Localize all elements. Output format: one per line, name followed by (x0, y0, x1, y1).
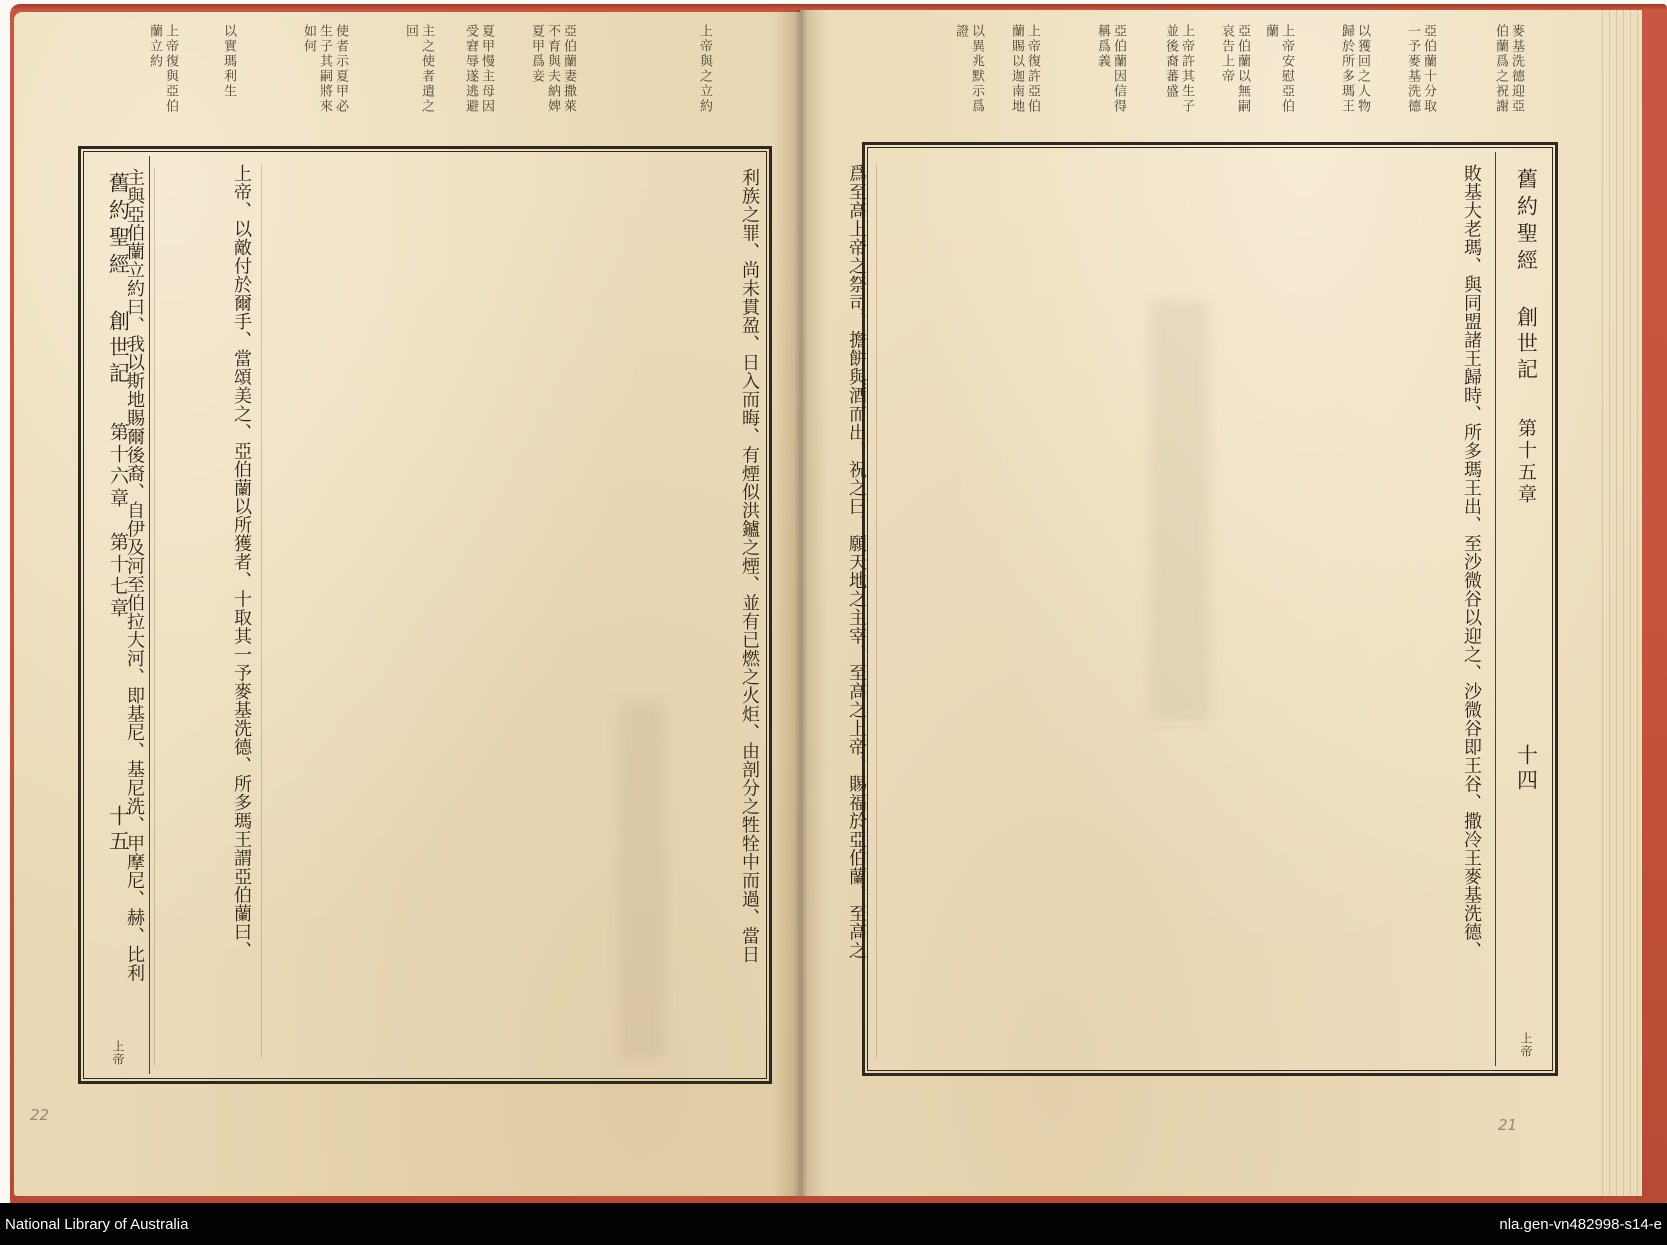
margin-note: 亞伯蘭十分取一予麥基洗德 (1405, 24, 1436, 114)
margin-note: 主之使者遣之回 (403, 24, 434, 114)
text-column (261, 164, 876, 1058)
page-title: 舊約聖經 (106, 172, 131, 280)
margin-note: 上帝安慰亞伯蘭 (1263, 24, 1294, 114)
pencil-number: 22 (30, 1106, 50, 1124)
pencil-number: 21 (1498, 1116, 1518, 1134)
chapter-label: 第十五章 (1515, 418, 1537, 506)
page-number: 十四 (1514, 744, 1539, 794)
column-text: 敗基大老瑪、與同盟諸王歸時、所多瑪王出、至沙微谷以迎之、沙微谷即王谷、撒冷王麥基洗德、 (1461, 164, 1482, 960)
margin-note: 上帝與之立約 (697, 24, 712, 114)
page-title: 舊約聖經 (1514, 168, 1539, 276)
margin-note: 亞伯蘭妻撒萊不育與夫納婢夏甲爲妾 (529, 24, 576, 114)
edition-mark: 上帝 (1519, 1032, 1533, 1058)
item-identifier: nla.gen-vn482998-s14-e (1499, 1215, 1662, 1233)
column-text: 主與亞伯蘭立約曰、我以斯地賜爾後裔、自伊及河至伯拉大河、即基尼、基尼洗、甲摩尼、赫、比利 (124, 168, 145, 982)
page-fore-edge (1602, 10, 1642, 1196)
book-title: 創世記 (1514, 306, 1539, 384)
column-text: 上帝、以敵付於爾手、當頌美之、亞伯蘭以所獲者、十取其一予麥基洗德、所多瑪王謂亞伯蘭曰、 (231, 164, 252, 960)
right-page-title-column (1495, 152, 1557, 1066)
margin-note: 麥基洗德迎亞伯蘭爲之祝謝 (1493, 24, 1524, 114)
margin-note: 以獲回之人物歸於所多瑪王 (1339, 24, 1370, 114)
book-title: 創世記 (106, 310, 131, 388)
margin-note: 上帝復許亞伯蘭賜以迦南地 (1009, 24, 1040, 114)
margin-note: 亞伯蘭因信得稱爲義 (1095, 24, 1126, 114)
footer-bar (0, 1203, 1667, 1245)
chapter-label: 第十六章 第十七章 (107, 422, 129, 620)
page-number: 十五 (106, 805, 131, 855)
column-text: 爲至高上帝之祭司、擔餅與酒而出、祝之曰、願天地之主宰、至高之上帝、賜福於亞伯蘭、至高之 (846, 164, 867, 960)
library-name: National Library of Australia (5, 1215, 189, 1233)
margin-note: 使者示夏甲必生子其嗣將來如何 (301, 24, 348, 114)
margin-note: 上帝許其生子並後裔蕃盛 (1163, 24, 1194, 114)
column-text: 利族之罪、尚未貫盈、日入而晦、有煙似洪鑪之煙、並有已燃之火炬、由剖分之牲牷中而過、當日 (739, 168, 760, 964)
margin-note: 上帝復與亞伯蘭立約 (147, 24, 178, 114)
margin-note: 以異兆默示爲證 (953, 24, 984, 114)
margin-note: 夏甲慢主母因受窘辱遂逃避 (463, 24, 494, 114)
text-column (876, 164, 1491, 1058)
edition-mark: 上帝 (111, 1040, 125, 1066)
margin-note: 以實瑪利生 (221, 24, 236, 99)
text-column (0, 164, 261, 1058)
margin-note: 亞伯蘭以無嗣哀告上帝 (1219, 24, 1250, 114)
